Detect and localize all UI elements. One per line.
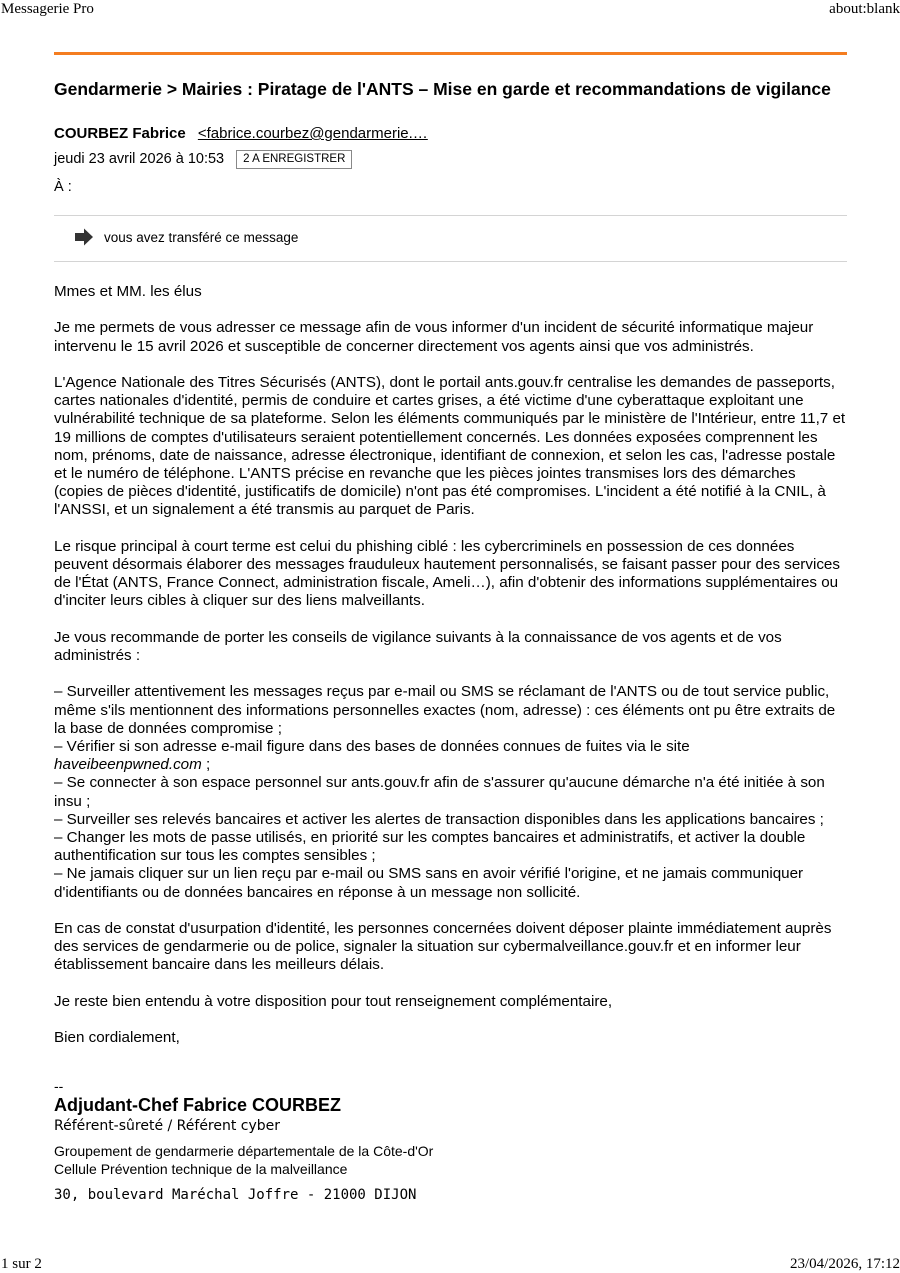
sender-email-link[interactable]: <fabrice.courbez@gendarmerie.… (197, 125, 428, 142)
page-count: 1 sur 2 (1, 1256, 42, 1272)
signature (54, 1078, 847, 1205)
paragraph-risk: Le risque principal à court terme est celui du phishing ciblé : les cybercriminels en possession de ces données peuvent désormais élaborer des messages frauduleux hautement personnalisés, se faisant passer pour des services de l'État (ANTS, France Connect, administration fiscale, Ameli…), afin d'obtenir des informations supplémentaires ou d'inciter leurs cibles à cliquer sur des liens malveillants. (54, 537, 840, 610)
list-item: – Changer les mots de passe utilisés, en priorité sur les comptes bancaires et administratifs, et activer la double authentification sur tous les comptes sensibles ; (54, 829, 806, 865)
divider-top (54, 215, 847, 216)
signature-name: Adjudant-Chef Fabrice COURBEZ (54, 1095, 342, 1115)
date-row (54, 150, 352, 169)
recommendations-list (54, 683, 847, 901)
signature-address: 30, boulevard Maréchal Joffre - 21000 DIJON (54, 1187, 417, 1203)
tag-badge[interactable]: 2 A ENREGISTRER (236, 150, 352, 169)
closing: Bien cordialement, (54, 1029, 180, 1047)
paragraph-intro: Je me permets de vous adresser ce message afin de vous informer d'un incident de sécurité informatique majeur intervenu le 15 avril 2026 et susceptible de concerner directement vos agents ainsi que vos administrés. (54, 319, 814, 355)
list-item-text: – Vérifier si son adresse e-mail figure dans des bases de données connues de fuites via le site (54, 738, 690, 755)
list-item: – Ne jamais cliquer sur un lien reçu par e-mail ou SMS sans en avoir vérifié l'origine, et ne jamais communiquer d'identifiants ou de données bancaires en réponse à un message non sollicité. (54, 865, 804, 901)
print-header-title: Messagerie Pro (1, 1, 94, 17)
email-date: jeudi 23 avril 2026 à 10:53 (54, 151, 225, 167)
list-item-suffix: ; (201, 756, 211, 774)
forward-arrow-icon (74, 228, 94, 246)
list-item (54, 738, 847, 774)
forwarded-text: vous avez transféré ce message (104, 230, 299, 245)
list-item: – Se connecter à son espace personnel sur ants.gouv.fr afin de s'assurer qu'aucune démarche n'a été initiée à son insu ; (54, 774, 825, 810)
signature-unit-line: Groupement de gendarmerie départementale de la Côte-d'Or (54, 1143, 434, 1159)
list-item: – Surveiller attentivement les messages reçus par e-mail ou SMS se réclamant de l'ANTS ou de tout service public, même s'ils mentionnent des informations personnelles exactes (nom, adresse) : ces éléments ont pu être extraits de la base de données compromise ; (54, 683, 836, 737)
signature-separator: -- (54, 1078, 64, 1094)
print-header-url: about:blank (829, 1, 900, 17)
greeting: Mmes et MM. les élus (54, 283, 202, 300)
email-subject: Gendarmerie > Mairies : Piratage de l'ANTS – Mise en garde et recommandations de vigilance (54, 79, 831, 99)
to-label: À : (54, 179, 72, 195)
list-item: – Surveiller ses relevés bancaires et activer les alertes de transaction disponibles dans les applications bancaires ; (54, 810, 824, 828)
site-link[interactable]: haveibeenpwned.com (54, 756, 202, 774)
signature-unit-line: Cellule Prévention technique de la malveillance (54, 1161, 348, 1177)
forwarded-notice (74, 228, 298, 246)
accent-rule (54, 52, 847, 55)
paragraph-recommend: Je vous recommande de porter les conseils de vigilance suivants à la connaissance de vos agents et de vos administrés : (54, 628, 782, 664)
paragraph-availability: Je reste bien entendu à votre disposition pour tout renseignement complémentaire, (54, 992, 613, 1010)
paragraph-identity-theft: En cas de constat d'usurpation d'identité, les personnes concernées doivent déposer plainte immédiatement auprès des services de gendarmerie ou de police, signaler la situation sur cybermalveillance.gouv.fr et en informer leur établissement bancaire dans les meilleurs délais. (54, 920, 832, 974)
divider-bottom (54, 261, 847, 262)
signature-unit (54, 1142, 847, 1178)
email-body (54, 283, 847, 1066)
signature-role: Référent-sûreté / Référent cyber (54, 1118, 281, 1134)
print-timestamp: 23/04/2026, 17:12 (789, 1256, 900, 1272)
sender-row (54, 125, 428, 142)
sender-name: COURBEZ Fabrice (54, 125, 186, 142)
paragraph-incident: L'Agence Nationale des Titres Sécurisés (ANTS), dont le portail ants.gouv.fr centralise les demandes de passeports, cartes nationales d'identité, permis de conduire et cartes grises, a été victime d'une cyberattaque exploitant une vulnérabilité technique de sa plateforme. Selon les éléments communiqués par le ministère de l'Intérieur, entre 11,7 et 19 millions de comptes d'utilisateurs seraient potentiellement concernés. Les données exposées comprennent les nom, prénoms, date de naissance, adresse électronique, identifiant de connexion, et selon les cas, l'adresse postale et le numéro de téléphone. L'ANTS précise en revanche que les pièces jointes transmises lors des démarches (copies de pièces d'identité, justificatifs de domicile) n'ont pas été compromises. L'incident a été notifié à la CNIL, à l'ANSSI, et un signalement a été transmis au parquet de Paris. (54, 373, 846, 519)
